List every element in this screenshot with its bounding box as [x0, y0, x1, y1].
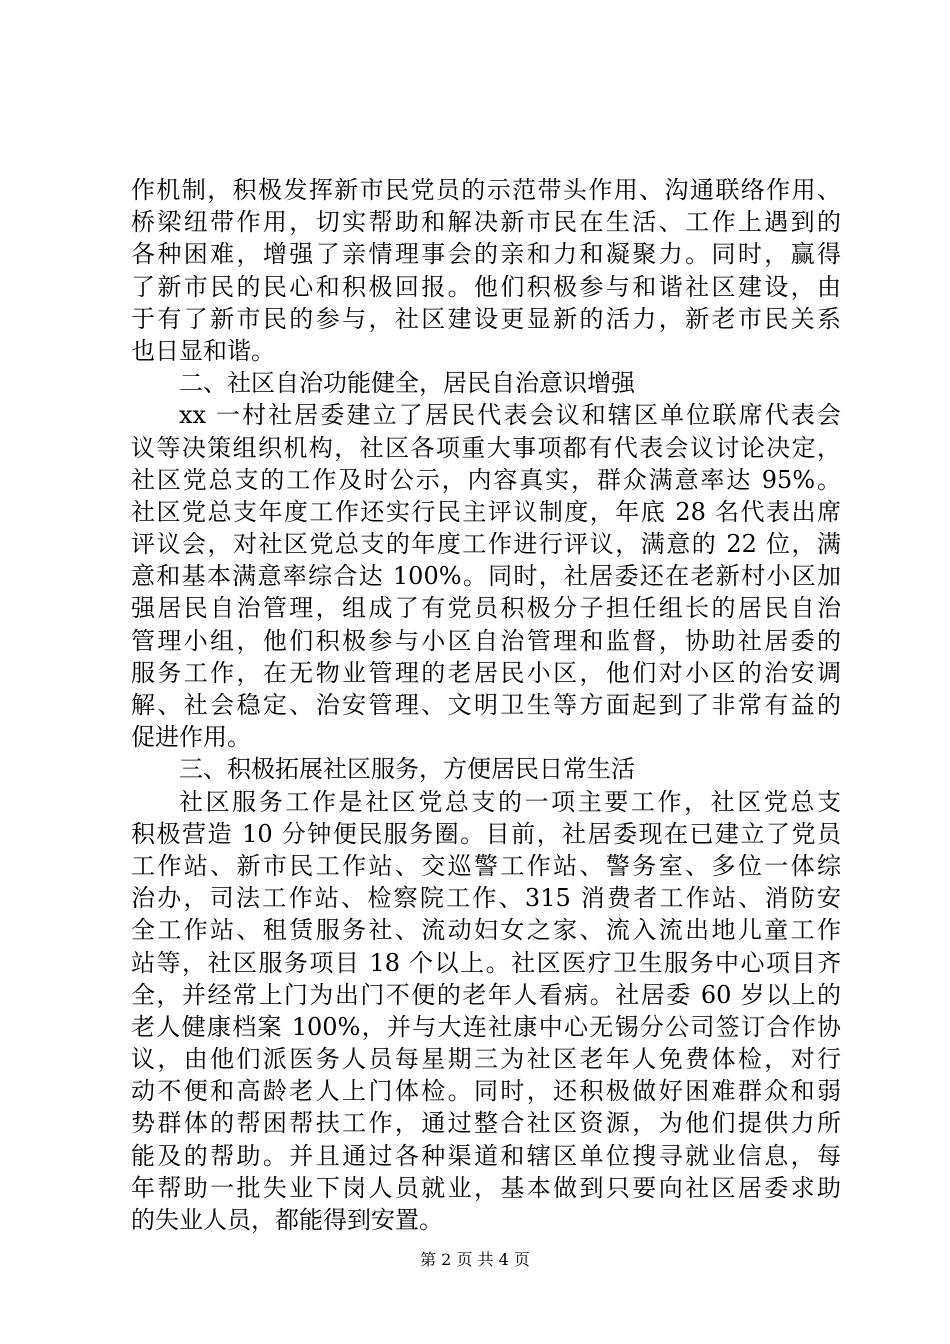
- body-line: 全工作站、租赁服务社、流动妇女之家、流入流出地儿童工作: [131, 916, 841, 945]
- body-line: 也日显和谐。: [131, 336, 275, 365]
- body-line: 作机制，积极发挥新市民党员的示范带头作用、沟通联络作用、: [131, 176, 841, 204]
- body-line: 管理小组，他们积极参与小区自治管理和监督，协助社居委的: [131, 626, 841, 655]
- body-line: 的失业人员，都能得到安置。: [131, 1206, 443, 1234]
- body-line: 议等决策组织机构，社区各项重大事项都有代表会议讨论决定，: [131, 433, 841, 462]
- body-line: 全，并经常上门为出门不便的老年人看病。社居委 60 岁以上的: [131, 980, 841, 1009]
- document-body: [131, 174, 841, 1236]
- body-line: 议，由他们派医务人员每星期三为社区老年人免费体检，对行: [131, 1045, 841, 1074]
- body-line: 积极营造 10 分钟便民服务圈。目前，社居委现在已建立了党员: [131, 819, 841, 848]
- body-line: 强居民自治管理，组成了有党员积极分子担任组长的居民自治: [131, 594, 841, 623]
- section-heading: 二、社区自治功能健全，居民自治意识增强: [179, 369, 635, 398]
- body-line: 治办，司法工作站、检察院工作、315 消费者工作站、消防安: [131, 884, 841, 913]
- body-line: 社区服务工作是社区党总支的一项主要工作，社区党总支: [179, 787, 841, 816]
- body-line: 社区党总支年度工作还实行民主评议制度，年底 28 名代表出席: [131, 497, 841, 526]
- body-line: 工作站、新市民工作站、交巡警工作站、警务室、多位一体综: [131, 851, 841, 880]
- body-line: 解、社会稳定、治安管理、文明卫生等方面起到了非常有益的: [131, 691, 841, 719]
- body-line: 了新市民的民心和积极回报。他们积极参与和谐社区建设，由: [131, 272, 841, 301]
- section-heading: 三、积极拓展社区服务，方便居民日常生活: [179, 755, 635, 784]
- body-line: 动不便和高龄老人上门体检。同时，还积极做好困难群众和弱: [131, 1077, 841, 1106]
- body-line: 势群体的帮困帮扶工作，通过整合社区资源，为他们提供力所: [131, 1109, 841, 1138]
- body-line: 老人健康档案 100%，并与大连社康中心无锡分公司签订合作协: [131, 1012, 841, 1041]
- body-line: 桥梁纽带作用，切实帮助和解决新市民在生活、工作上遇到的: [131, 208, 841, 237]
- body-line: 能及的帮助。并且通过各种渠道和辖区单位搜寻就业信息，每: [131, 1141, 841, 1170]
- body-line: 站等，社区服务项目 18 个以上。社区医疗卫生服务中心项目齐: [131, 948, 841, 977]
- body-line: 意和基本满意率综合达 100%。同时，社居委还在老新村小区加: [131, 562, 841, 591]
- body-line: 各种困难，增强了亲情理事会的亲和力和凝聚力。同时，赢得: [131, 240, 841, 269]
- body-line: 服务工作，在无物业管理的老居民小区，他们对小区的治安调: [131, 658, 841, 687]
- body-line: 社区党总支的工作及时公示，内容真实，群众满意率达 95%。: [131, 465, 841, 494]
- body-line: 年帮助一批失业下岗人员就业，基本做到只要向社区居委求助: [131, 1173, 841, 1202]
- body-line: xx 一村社居委建立了居民代表会议和辖区单位联席代表会: [179, 401, 841, 430]
- page-number-footer: 第 2 页 共 4 页: [420, 1250, 530, 1269]
- body-line: 评议会，对社区党总支的年度工作进行评议，满意的 22 位，满: [131, 530, 841, 559]
- body-line: 于有了新市民的参与，社区建设更显新的活力，新老市民关系: [131, 304, 841, 333]
- body-line: 促进作用。: [131, 723, 251, 752]
